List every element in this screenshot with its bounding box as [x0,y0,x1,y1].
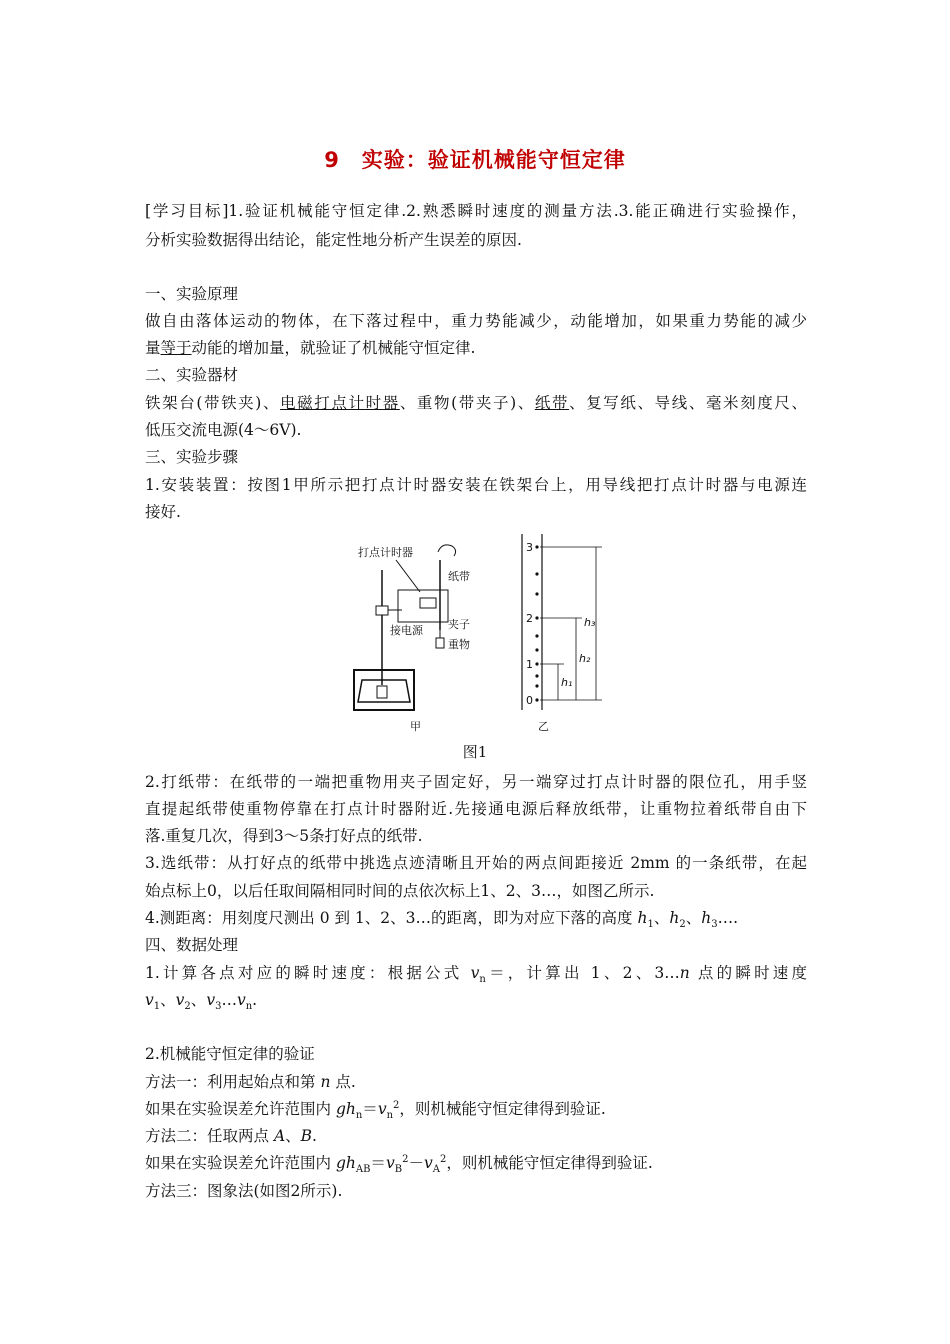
text: 、 [685,909,702,927]
base-tray [358,680,410,702]
text: ，则机械能守恒定律得到验证. [399,1100,606,1118]
var: v [423,1154,433,1172]
sup: 2 [402,1153,409,1165]
var: v [385,1154,395,1172]
var: v [175,991,185,1009]
method2-equation-line [145,1152,653,1174]
tick-0: 0 [526,694,533,707]
sub: n [479,974,486,986]
text: 、 [653,909,670,927]
label-tape: 纸带 [448,570,470,583]
text: … [221,991,237,1009]
text: 点的瞬时速度 [689,964,808,982]
section-data-heading: 四、数据处理 [145,936,239,954]
learning-goal-line-2: 分析实验数据得出结论，能定性地分析产生误差的原因. [145,231,522,249]
data-step1-line-2 [145,989,257,1011]
var: n [679,964,690,982]
figure-caption: 图1 [462,743,488,761]
section-principle-heading: 一、实验原理 [145,285,239,303]
timer-core [420,598,436,608]
step3-line-2: 始点标上0，以后任取间隔相同时间的点依次标上1、2、3…，如图乙所示. [145,882,655,900]
text: 量 [145,339,161,357]
text: 方法一：利用起始点和第 [145,1073,321,1091]
figure-1-apparatus [350,530,610,740]
var: v [470,964,480,982]
method1-equation-line [145,1098,606,1120]
step1-line-1: 1.安装装置：按图1甲所示把打点计时器安装在铁架台上，用导线把打点计时器与电源连 [145,476,807,494]
sub: n [355,1110,363,1122]
text: 、复写纸、导线、毫米刻度尺、 [569,394,807,412]
tick-1: 1 [526,658,533,671]
equipment-line-2: 低压交流电源(4～6V). [145,421,302,439]
text: 动能的增加量，就验证了机械能守恒定律. [191,339,476,357]
label-yi: 乙 [538,720,549,733]
var: gh [335,1154,356,1172]
label-h3: h₃ [584,616,596,629]
var: v [145,991,154,1009]
text: 4.测距离：用刻度尺测出 0 到 1、2、3…的距离，即为对应下落的高度 [145,909,638,927]
step1-line-2: 接好. [145,503,181,521]
tape-dots [535,545,538,701]
label-h1: h₁ [561,676,573,689]
text: 如果在实验误差允许范围内 [145,1100,336,1118]
underlined-term: 电磁打点计时器 [280,394,400,412]
text: . [312,1127,317,1145]
step2-line-1: 2.打纸带：在纸带的一端把重物用夹子固定好，另一端穿过打点计时器的限位孔，用手竖 [145,773,807,791]
var: A [273,1127,286,1145]
sub: A [432,1164,440,1176]
text: ＝ [370,1154,386,1172]
text: ，则机械能守恒定律得到验证. [446,1154,653,1172]
tick-3: 3 [526,541,533,554]
equipment-line-1 [145,392,807,414]
text: 1.计算各点对应的瞬时速度：根据公式 [145,964,471,982]
step2-line-3: 落.重复几次，得到3～5条打好点的纸带. [145,827,423,845]
principle-line-1: 做自由落体运动的物体，在下落过程中，重力势能减少，动能增加，如果重力势能的减少 [145,312,807,330]
base-block [377,686,387,698]
text: 、 [160,991,176,1009]
step3-line-1: 3.选纸带：从打好点的纸带中挑选点迹清晰且开始的两点间距接近 2mm 的一条纸带，在起 [145,854,807,872]
text: . [252,991,258,1009]
var: h [701,909,712,927]
var: v [206,991,216,1009]
var: gh [335,1100,356,1118]
clamp [376,606,388,615]
page-title: 9 实验：验证机械能守恒定律 [324,148,626,172]
text: …. [717,909,738,927]
label-power: 接电源 [390,624,423,637]
underlined-term: 纸带 [534,394,570,412]
text: － [408,1154,424,1172]
underlined-term: 等于 [160,339,192,357]
verification-heading: 2.机械能守恒定律的验证 [145,1045,315,1063]
data-step1-line-1 [145,962,807,984]
sup: 2 [393,1099,400,1111]
sub: n [245,1001,253,1013]
label-jia: 甲 [410,720,421,733]
text: 、重物(带夹子)、 [399,394,535,412]
text: 方法二：任取两点 [145,1127,274,1145]
step2-line-2: 直提起纸带使重物停靠在打点计时器附近.先接通电源后释放纸带，让重物拉着纸带自由下 [145,800,807,818]
text: 如果在实验误差允许范围内 [145,1154,336,1172]
var: v [377,1100,387,1118]
var: h [637,909,648,927]
base-frame [354,670,414,710]
method2-line [145,1125,317,1147]
text: 铁架台(带铁夹)、 [145,394,281,412]
sub: 2 [184,1001,191,1013]
sub: 2 [679,919,686,931]
sub: 3 [215,1001,222,1013]
text: 、 [190,991,207,1009]
var: h [669,909,680,927]
label-weight: 重物 [448,638,470,651]
text: 点. [330,1073,356,1091]
text: ＝，计算出 1、2、3… [485,964,680,982]
learning-goal-line-1: [学习目标]1.验证机械能守恒定律.2.熟悉瞬时速度的测量方法.3.能正确进行实验操作， [145,202,807,220]
tick-2: 2 [526,612,533,625]
method1-line [145,1071,356,1093]
sub: AB [355,1164,371,1176]
label-timer: 打点计时器 [358,546,413,559]
text: ＝ [362,1100,378,1118]
step4-line [145,907,738,929]
label-h2: h₂ [579,652,591,665]
sub: 1 [647,919,654,931]
section-equipment-heading: 二、实验器材 [145,366,239,384]
sub: 3 [711,919,718,931]
var: v [236,991,246,1009]
section-steps-heading: 三、实验步骤 [145,448,239,466]
sub: n [386,1110,394,1122]
sub: B [394,1164,403,1176]
weight-block [436,638,444,648]
label-clip: 夹子 [448,618,470,631]
principle-line-2 [145,337,475,359]
sup: 2 [439,1153,447,1165]
var: n [320,1073,331,1091]
sub: 1 [153,1001,161,1013]
leader-timer [396,560,420,592]
hand-icon [438,545,456,556]
text: 、 [285,1127,301,1145]
var: B [300,1127,313,1145]
method3-line: 方法三：图象法(如图2所示). [145,1182,343,1200]
